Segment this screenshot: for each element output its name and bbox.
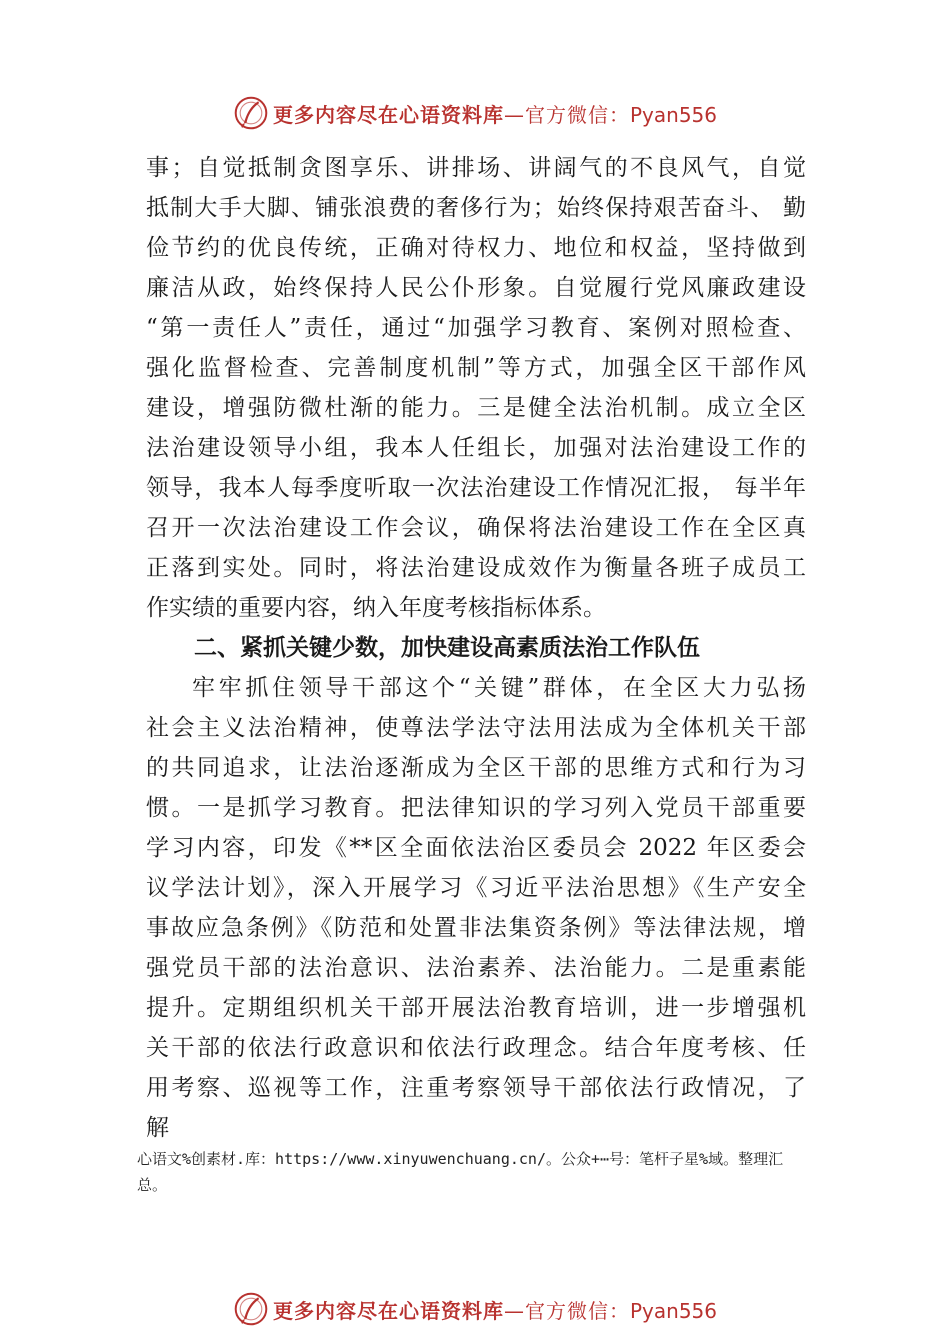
paragraph-line: 召开一次法治建设工作会议，确保将法治建设工作在全区真 bbox=[146, 515, 806, 541]
watermark-official: 官方微信： bbox=[524, 1298, 630, 1323]
quill-logo-icon bbox=[233, 95, 269, 131]
footer-line: 心语文%创素材.库：https://www.xinyuwenchuang.cn/。公众+⋯号：笔杆子星%域。整理汇 bbox=[137, 1150, 784, 1168]
paragraph-line: 事故应急条例》《防范和处置非法集资条例》等法律法规，增 bbox=[146, 915, 806, 941]
paragraph-line: 强党员干部的法治意识、法治素养、法治能力。二是重素能 bbox=[146, 955, 806, 981]
paragraph-line: 的共同追求，让法治逐渐成为全区干部的思维方式和行为习 bbox=[146, 755, 806, 781]
paragraph-line-last: 作实绩的重要内容，纳入年度考核指标体系。 bbox=[146, 595, 606, 621]
watermark-brand: 更多内容尽在心语资料库 bbox=[272, 1298, 504, 1323]
footer-note bbox=[137, 1146, 817, 1198]
paragraph-line: 惯。一是抓学习教育。把法律知识的学习列入党员干部重要 bbox=[146, 795, 806, 821]
paragraph-line: “第一责任人”责任，通过“加强学习教育、案例对照检查、 bbox=[146, 315, 806, 341]
paragraph-line: 法治建设领导小组，我本人任组长，加强对法治建设工作的 bbox=[146, 435, 806, 461]
watermark-brand: 更多内容尽在心语资料库 bbox=[272, 102, 504, 127]
paragraph-line: 社会主义法治精神，使尊法学法守法用法成为全体机关干部 bbox=[146, 715, 806, 741]
paragraph-line: 关干部的依法行政意识和依法行政理念。结合年度考核、任 bbox=[146, 1035, 806, 1061]
paragraph-line: 议学法计划》，深入开展学习《习近平法治思想》《生产安全 bbox=[146, 875, 806, 901]
watermark-account: Pyan556 bbox=[629, 102, 717, 127]
paragraph-line-first: 牢牢抓住领导干部这个“关键”群体，在全区大力弘扬 bbox=[192, 675, 806, 701]
paragraph-line: 正落到实处。同时，将法治建设成效作为衡量各班子成员工 bbox=[146, 555, 806, 581]
header-watermark bbox=[0, 93, 950, 133]
footer-line: 总。 bbox=[137, 1176, 168, 1194]
paragraph-line: 用考察、巡视等工作，注重考察领导干部依法行政情况，了 bbox=[146, 1075, 806, 1101]
paragraph-line: 提升。定期组织机关干部开展法治教育培训，进一步增强机 bbox=[146, 995, 806, 1021]
watermark-separator: — bbox=[503, 1298, 525, 1323]
watermark-separator: — bbox=[503, 102, 525, 127]
watermark-official: 官方微信： bbox=[524, 102, 630, 127]
paragraph-line-last: 解 bbox=[146, 1115, 169, 1141]
paragraph-line: 事；自觉抵制贪图享乐、讲排场、讲阔气的不良风气，自觉 bbox=[146, 155, 806, 181]
paragraph-line: 廉洁从政，始终保持人民公仆形象。自觉履行党风廉政建设 bbox=[146, 275, 806, 301]
watermark-text bbox=[273, 99, 717, 128]
footer-watermark bbox=[0, 1289, 950, 1329]
quill-logo-icon bbox=[233, 1291, 269, 1327]
paragraph-line: 领导，我本人每季度听取一次法治建设工作情况汇报， 每半年 bbox=[146, 475, 806, 501]
paragraph-line: 强化监督检查、完善制度机制”等方式，加强全区干部作风 bbox=[146, 355, 806, 381]
paragraph-line: 建设，增强防微杜渐的能力。三是健全法治机制。成立全区 bbox=[146, 395, 806, 421]
paragraph-line: 学习内容，印发《**区全面依法治区委员会 2022 年区委会 bbox=[146, 835, 806, 861]
paragraph-line: 俭节约的优良传统，正确对待权力、地位和权益，坚持做到 bbox=[146, 235, 806, 261]
watermark-account: Pyan556 bbox=[629, 1298, 717, 1323]
paragraph-line: 抵制大手大脚、铺张浪费的奢侈行为；始终保持艰苦奋斗、 勤 bbox=[146, 195, 806, 221]
document-body bbox=[146, 148, 806, 1148]
section-heading: 二、紧抓关键少数，加快建设高素质法治工作队伍 bbox=[194, 635, 700, 661]
watermark-text bbox=[273, 1295, 717, 1324]
